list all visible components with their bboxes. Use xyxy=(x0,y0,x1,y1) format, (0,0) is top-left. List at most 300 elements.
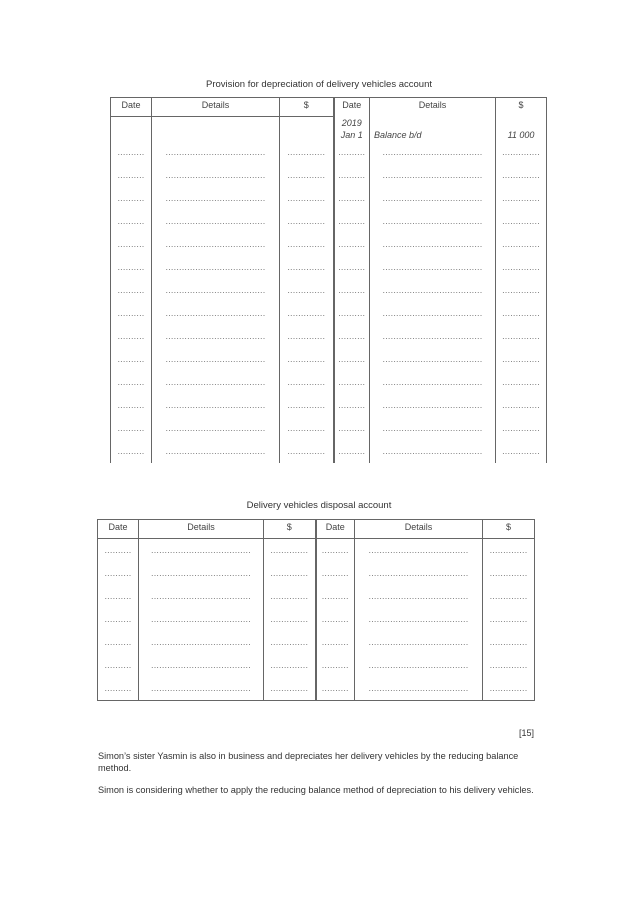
answer-line[interactable]: ..................................... xyxy=(151,660,251,670)
answer-line[interactable]: .......... xyxy=(338,331,366,341)
answer-line[interactable]: ..................................... xyxy=(382,446,483,456)
debit-details-cell[interactable] xyxy=(152,325,280,348)
credit-amount-cell[interactable] xyxy=(483,608,535,631)
credit-date-cell[interactable] xyxy=(334,164,370,187)
answer-line[interactable]: .............. xyxy=(287,193,326,203)
answer-line[interactable]: .............. xyxy=(270,614,309,624)
answer-line[interactable]: .......... xyxy=(117,134,145,141)
answer-line[interactable]: .......... xyxy=(338,377,366,387)
disposal-header-amount-credit: $ xyxy=(483,520,535,539)
debit-amount-cell[interactable] xyxy=(280,256,334,279)
credit-amount-cell[interactable] xyxy=(496,302,547,325)
header-date-debit: Date xyxy=(111,98,152,117)
ledger-row xyxy=(111,302,547,325)
ledger-row xyxy=(111,371,547,394)
header-details-credit: Details xyxy=(370,98,496,117)
answer-line[interactable]: .......... xyxy=(104,683,132,693)
answer-line[interactable]: .............. xyxy=(489,568,528,578)
credit-date-cell[interactable] xyxy=(316,562,355,585)
credit-date-cell[interactable] xyxy=(334,325,370,348)
debit-amount-cell[interactable] xyxy=(280,141,334,164)
answer-line[interactable]: .......... xyxy=(338,354,366,364)
credit-amount-cell[interactable] xyxy=(496,440,547,463)
debit-details-cell[interactable] xyxy=(139,677,264,701)
debit-details-cell[interactable] xyxy=(152,417,280,440)
debit-date-cell[interactable] xyxy=(111,233,152,256)
answer-line[interactable]: .......... xyxy=(338,308,366,318)
ledger-row xyxy=(98,677,535,701)
header-details-debit: Details xyxy=(152,98,280,117)
answer-line[interactable]: .............. xyxy=(489,637,528,647)
answer-line[interactable]: .............. xyxy=(287,400,326,410)
debit-date-cell[interactable] xyxy=(111,164,152,187)
answer-line[interactable]: ..................................... xyxy=(151,545,251,555)
debit-date-cell[interactable] xyxy=(98,631,139,654)
credit-details-cell[interactable] xyxy=(355,562,483,585)
answer-line[interactable]: ..................................... xyxy=(165,147,266,157)
provision-account-table xyxy=(110,97,547,463)
credit-details-cell[interactable] xyxy=(370,256,496,279)
answer-line[interactable]: ..................................... xyxy=(382,308,483,318)
credit-details-cell[interactable] xyxy=(355,585,483,608)
answer-line[interactable]: ..................................... xyxy=(151,683,251,693)
answer-line[interactable]: .......... xyxy=(117,354,145,364)
answer-line[interactable]: .......... xyxy=(321,568,349,578)
answer-line[interactable]: .......... xyxy=(117,377,145,387)
credit-details-cell[interactable] xyxy=(370,141,496,164)
answer-line[interactable]: .............. xyxy=(502,147,540,157)
credit-date-cell[interactable] xyxy=(334,210,370,233)
credit-date-cell[interactable] xyxy=(334,141,370,164)
answer-line[interactable]: .......... xyxy=(117,400,145,410)
debit-amount-cell[interactable] xyxy=(280,210,334,233)
credit-details-cell[interactable] xyxy=(370,279,496,302)
credit-amount-cell[interactable] xyxy=(496,279,547,302)
opening-date-cell xyxy=(334,117,370,142)
answer-line[interactable]: .............. xyxy=(502,423,540,433)
answer-line[interactable]: .......... xyxy=(338,262,366,272)
credit-amount-cell[interactable] xyxy=(496,233,547,256)
credit-date-cell[interactable] xyxy=(334,233,370,256)
debit-amount-cell[interactable] xyxy=(280,279,334,302)
ledger-row xyxy=(111,417,547,440)
answer-line[interactable]: .............. xyxy=(502,377,540,387)
answer-line[interactable]: .............. xyxy=(287,423,326,433)
answer-line[interactable]: .............. xyxy=(489,591,528,601)
answer-line[interactable]: .......... xyxy=(321,545,349,555)
debit-amount-cell[interactable] xyxy=(280,394,334,417)
credit-date-cell[interactable] xyxy=(316,677,355,701)
answer-line[interactable]: ..................................... xyxy=(368,637,469,647)
debit-amount-cell[interactable] xyxy=(280,117,334,142)
answer-line[interactable]: .......... xyxy=(117,216,145,226)
debit-amount-cell[interactable] xyxy=(280,325,334,348)
answer-line[interactable]: .............. xyxy=(287,262,326,272)
answer-line[interactable]: .............. xyxy=(270,591,309,601)
debit-date-cell[interactable] xyxy=(111,141,152,164)
opening-details-cell xyxy=(370,117,496,142)
header-amount-credit: $ xyxy=(518,100,524,110)
answer-line[interactable]: .............. xyxy=(270,545,309,555)
answer-line[interactable]: .............. xyxy=(287,446,326,456)
answer-line[interactable]: .......... xyxy=(117,308,145,318)
marks-label: [15] xyxy=(518,728,534,738)
debit-details-cell[interactable] xyxy=(152,141,280,164)
answer-line[interactable]: .............. xyxy=(489,614,528,624)
debit-date-cell[interactable] xyxy=(98,654,139,677)
answer-line[interactable]: .......... xyxy=(104,568,132,578)
answer-line[interactable]: .............. xyxy=(502,446,540,456)
ledger-row xyxy=(111,440,547,463)
debit-date-cell[interactable] xyxy=(111,302,152,325)
answer-line[interactable]: .............. xyxy=(287,308,326,318)
answer-line[interactable]: ..................................... xyxy=(382,400,483,410)
credit-details-cell[interactable] xyxy=(370,187,496,210)
answer-line[interactable]: .......... xyxy=(338,193,366,203)
debit-amount-cell[interactable] xyxy=(280,417,334,440)
credit-details-cell[interactable] xyxy=(370,371,496,394)
credit-amount-cell[interactable] xyxy=(496,256,547,279)
credit-amount-cell[interactable] xyxy=(496,394,547,417)
answer-line[interactable]: ..................................... xyxy=(382,262,483,272)
answer-line[interactable]: ..................................... xyxy=(165,423,266,433)
credit-amount-cell[interactable] xyxy=(496,164,547,187)
answer-line[interactable]: ..................................... xyxy=(165,377,266,387)
credit-amount-cell[interactable] xyxy=(496,141,547,164)
credit-details-cell[interactable] xyxy=(370,394,496,417)
answer-line[interactable]: .......... xyxy=(117,239,145,249)
answer-line[interactable]: ..................................... xyxy=(165,400,266,410)
header-date-credit-label: Date xyxy=(342,100,362,110)
credit-date-cell[interactable] xyxy=(334,394,370,417)
debit-details-cell[interactable] xyxy=(152,440,280,463)
ledger-row xyxy=(98,608,535,631)
debit-details-cell[interactable] xyxy=(152,279,280,302)
credit-details-cell[interactable] xyxy=(355,608,483,631)
answer-line[interactable]: .......... xyxy=(321,637,349,647)
answer-line[interactable]: .............. xyxy=(502,239,540,249)
answer-line[interactable]: ..................................... xyxy=(382,147,483,157)
debit-details-cell[interactable] xyxy=(139,562,264,585)
credit-amount-cell[interactable] xyxy=(483,631,535,654)
answer-line[interactable]: ..................................... xyxy=(368,614,469,624)
answer-line[interactable]: .......... xyxy=(117,446,145,456)
debit-details-cell[interactable] xyxy=(152,233,280,256)
answer-line[interactable]: .......... xyxy=(338,170,366,180)
credit-amount-cell[interactable] xyxy=(496,210,547,233)
answer-line[interactable]: .............. xyxy=(502,193,540,203)
credit-details-cell[interactable] xyxy=(355,677,483,701)
answer-line[interactable]: .............. xyxy=(270,660,309,670)
credit-date-cell[interactable] xyxy=(316,585,355,608)
opening-day: Jan 1 xyxy=(340,129,363,140)
answer-line[interactable]: .............. xyxy=(489,545,528,555)
answer-line[interactable]: ..................................... xyxy=(165,285,266,295)
credit-amount-cell[interactable] xyxy=(483,654,535,677)
debit-date-cell[interactable] xyxy=(98,562,139,585)
debit-date-cell[interactable] xyxy=(111,371,152,394)
ledger-row xyxy=(111,210,547,233)
credit-amount-cell[interactable] xyxy=(496,348,547,371)
answer-line[interactable]: .......... xyxy=(104,591,132,601)
debit-date-cell[interactable] xyxy=(111,417,152,440)
answer-line[interactable]: .......... xyxy=(321,591,349,601)
answer-line[interactable]: ..................................... xyxy=(368,591,469,601)
answer-line[interactable]: ..................................... xyxy=(165,354,266,364)
answer-line[interactable]: .......... xyxy=(321,614,349,624)
credit-amount-cell[interactable] xyxy=(483,585,535,608)
provision-account-title: Provision for depreciation of delivery vehicles account xyxy=(205,79,432,90)
credit-date-cell[interactable] xyxy=(334,440,370,463)
debit-amount-cell[interactable] xyxy=(264,539,316,563)
credit-details-cell[interactable] xyxy=(370,302,496,325)
disposal-header-date-debit: Date xyxy=(98,520,139,539)
credit-amount-cell[interactable] xyxy=(496,187,547,210)
answer-line[interactable]: ..................................... xyxy=(382,377,483,387)
ledger-row xyxy=(111,117,547,142)
answer-line[interactable]: .............. xyxy=(287,170,326,180)
credit-date-cell[interactable] xyxy=(316,539,355,563)
answer-line[interactable]: ..................................... xyxy=(382,331,483,341)
answer-line[interactable]: ..................................... xyxy=(382,354,483,364)
credit-amount-cell[interactable] xyxy=(496,325,547,348)
disposal-header-date-credit: Date xyxy=(316,520,355,539)
ledger-row xyxy=(98,539,535,563)
credit-date-cell[interactable] xyxy=(334,348,370,371)
ledger-row xyxy=(111,348,547,371)
answer-line[interactable]: .......... xyxy=(338,216,366,226)
credit-details-cell[interactable] xyxy=(370,164,496,187)
answer-line[interactable]: .......... xyxy=(338,446,366,456)
answer-line[interactable]: ..................................... xyxy=(382,239,483,249)
answer-line[interactable]: .............. xyxy=(287,134,326,141)
answer-line[interactable]: .............. xyxy=(489,660,528,670)
debit-date-cell[interactable] xyxy=(111,256,152,279)
debit-amount-cell[interactable] xyxy=(264,562,316,585)
debit-amount-cell[interactable] xyxy=(264,631,316,654)
answer-line[interactable]: .......... xyxy=(104,545,132,555)
debit-date-cell[interactable] xyxy=(111,210,152,233)
header-date-credit xyxy=(334,98,370,117)
answer-line[interactable]: ..................................... xyxy=(165,446,266,456)
answer-line[interactable]: .............. xyxy=(502,400,540,410)
answer-line[interactable]: .............. xyxy=(502,170,540,180)
debit-amount-cell[interactable] xyxy=(264,654,316,677)
answer-line[interactable]: .......... xyxy=(338,423,366,433)
credit-details-cell[interactable] xyxy=(370,440,496,463)
answer-line[interactable]: .............. xyxy=(287,239,326,249)
debit-amount-cell[interactable] xyxy=(280,440,334,463)
debit-details-cell[interactable] xyxy=(139,608,264,631)
debit-details-cell[interactable] xyxy=(139,539,264,563)
credit-details-cell[interactable] xyxy=(370,233,496,256)
debit-details-cell[interactable] xyxy=(139,585,264,608)
answer-line[interactable]: .............. xyxy=(270,637,309,647)
credit-details-cell[interactable] xyxy=(370,417,496,440)
credit-date-cell[interactable] xyxy=(334,279,370,302)
answer-line[interactable]: .......... xyxy=(117,147,145,157)
credit-details-cell[interactable] xyxy=(355,654,483,677)
credit-date-cell[interactable] xyxy=(334,187,370,210)
debit-amount-cell[interactable] xyxy=(280,233,334,256)
opening-year: 2019 xyxy=(341,117,362,128)
answer-line[interactable]: ..................................... xyxy=(165,239,266,249)
credit-details-cell[interactable] xyxy=(370,325,496,348)
debit-date-cell[interactable] xyxy=(98,585,139,608)
answer-line[interactable]: .......... xyxy=(117,170,145,180)
debit-details-cell[interactable] xyxy=(152,302,280,325)
answer-line[interactable]: ..................................... xyxy=(151,637,251,647)
answer-line[interactable]: .............. xyxy=(502,262,540,272)
debit-amount-cell[interactable] xyxy=(280,302,334,325)
answer-line[interactable]: ..................................... xyxy=(165,216,266,226)
debit-amount-cell[interactable] xyxy=(264,677,316,701)
answer-line[interactable]: .......... xyxy=(338,400,366,410)
debit-date-cell[interactable] xyxy=(111,348,152,371)
ledger-row xyxy=(98,654,535,677)
credit-date-cell[interactable] xyxy=(334,417,370,440)
opening-details: Balance b/d xyxy=(374,129,422,140)
debit-date-cell[interactable] xyxy=(111,187,152,210)
answer-line[interactable]: ..................................... xyxy=(382,285,483,295)
answer-line[interactable]: ..................................... xyxy=(165,134,266,141)
answer-line[interactable]: .......... xyxy=(338,147,366,157)
answer-line[interactable]: .......... xyxy=(117,285,145,295)
credit-amount-cell[interactable] xyxy=(496,371,547,394)
debit-amount-cell[interactable] xyxy=(280,187,334,210)
answer-line[interactable]: .............. xyxy=(502,285,540,295)
answer-line[interactable]: .............. xyxy=(502,216,540,226)
credit-details-cell[interactable] xyxy=(355,631,483,654)
disposal-account-table xyxy=(97,519,535,701)
debit-details-cell[interactable] xyxy=(152,348,280,371)
paragraph-simon: Simon is considering whether to apply the reducing balance method of depreciation to his delivery vehicles. xyxy=(98,785,534,795)
debit-date-cell[interactable] xyxy=(111,117,152,142)
answer-line[interactable]: .......... xyxy=(104,660,132,670)
credit-details-cell[interactable] xyxy=(370,210,496,233)
answer-line[interactable]: .............. xyxy=(502,331,540,341)
debit-amount-cell[interactable] xyxy=(264,585,316,608)
answer-line[interactable]: .......... xyxy=(338,239,366,249)
debit-amount-cell[interactable] xyxy=(280,164,334,187)
credit-date-cell[interactable] xyxy=(334,371,370,394)
answer-line[interactable]: ..................................... xyxy=(368,683,469,693)
answer-line[interactable]: ..................................... xyxy=(382,216,483,226)
credit-date-cell[interactable] xyxy=(316,608,355,631)
ledger-row xyxy=(98,585,535,608)
debit-details-cell[interactable] xyxy=(152,187,280,210)
answer-line[interactable]: .............. xyxy=(502,354,540,364)
credit-date-cell[interactable] xyxy=(334,256,370,279)
paragraph-yasmin: Simon’s sister Yasmin is also in business and depreciates her delivery vehicles by the reducing balance method. xyxy=(98,751,519,773)
debit-details-cell[interactable] xyxy=(139,654,264,677)
debit-details-cell[interactable] xyxy=(152,256,280,279)
debit-date-cell[interactable] xyxy=(111,325,152,348)
opening-amount: 11 000 xyxy=(507,129,535,140)
debit-date-cell[interactable] xyxy=(111,279,152,302)
debit-date-cell[interactable] xyxy=(111,440,152,463)
credit-details-cell[interactable] xyxy=(370,348,496,371)
credit-amount-cell[interactable] xyxy=(483,562,535,585)
answer-line[interactable]: .......... xyxy=(117,423,145,433)
debit-amount-cell[interactable] xyxy=(280,348,334,371)
credit-details-cell[interactable] xyxy=(355,539,483,563)
answer-line[interactable]: ..................................... xyxy=(382,193,483,203)
answer-line[interactable]: .............. xyxy=(287,285,326,295)
disposal-header-amount-debit: $ xyxy=(264,520,316,539)
debit-details-cell[interactable] xyxy=(139,631,264,654)
answer-line[interactable]: .............. xyxy=(287,216,326,226)
debit-details-cell[interactable] xyxy=(152,210,280,233)
answer-line[interactable]: .......... xyxy=(338,285,366,295)
debit-amount-cell[interactable] xyxy=(264,608,316,631)
answer-line[interactable]: .......... xyxy=(117,193,145,203)
credit-amount-cell[interactable] xyxy=(483,677,535,701)
ledger-row xyxy=(111,233,547,256)
debit-date-cell[interactable] xyxy=(111,394,152,417)
credit-date-cell[interactable] xyxy=(334,302,370,325)
answer-line[interactable]: ..................................... xyxy=(151,568,251,578)
credit-date-cell[interactable] xyxy=(316,654,355,677)
credit-amount-cell[interactable] xyxy=(483,539,535,563)
debit-date-cell[interactable] xyxy=(98,677,139,701)
ledger-row xyxy=(111,325,547,348)
answer-line[interactable]: .............. xyxy=(502,308,540,318)
credit-date-cell[interactable] xyxy=(316,631,355,654)
debit-date-cell[interactable] xyxy=(98,539,139,563)
ledger-row xyxy=(111,164,547,187)
answer-line[interactable]: ..................................... xyxy=(151,614,251,624)
answer-line[interactable]: ..................................... xyxy=(382,170,483,180)
answer-line[interactable]: .............. xyxy=(287,354,326,364)
ledger-row xyxy=(111,279,547,302)
answer-line[interactable]: .............. xyxy=(287,147,326,157)
answer-line[interactable]: ..................................... xyxy=(368,568,469,578)
answer-line[interactable]: .......... xyxy=(104,637,132,647)
answer-line[interactable]: .............. xyxy=(287,331,326,341)
debit-details-cell[interactable] xyxy=(152,164,280,187)
answer-line[interactable]: .............. xyxy=(287,377,326,387)
answer-line[interactable]: .......... xyxy=(321,660,349,670)
answer-line[interactable]: .............. xyxy=(489,683,528,693)
answer-line[interactable]: .......... xyxy=(117,262,145,272)
answer-line[interactable]: ..................................... xyxy=(368,545,469,555)
answer-line[interactable]: ..................................... xyxy=(165,193,266,203)
answer-line[interactable]: ..................................... xyxy=(382,423,483,433)
answer-line[interactable]: .......... xyxy=(104,614,132,624)
disposal-header-details-debit: Details xyxy=(139,520,264,539)
ledger-row xyxy=(98,631,535,654)
answer-line[interactable]: .......... xyxy=(321,683,349,693)
answer-line[interactable]: ..................................... xyxy=(165,262,266,272)
answer-line[interactable]: ..................................... xyxy=(165,170,266,180)
answer-line[interactable]: .......... xyxy=(117,331,145,341)
answer-line[interactable]: ..................................... xyxy=(165,308,266,318)
header-amount-debit: $ xyxy=(280,98,334,117)
answer-line[interactable]: .............. xyxy=(270,568,309,578)
answer-line[interactable]: .............. xyxy=(270,683,309,693)
answer-line[interactable]: ..................................... xyxy=(368,660,469,670)
answer-line[interactable]: ..................................... xyxy=(165,331,266,341)
answer-line[interactable]: ..................................... xyxy=(151,591,251,601)
debit-details-cell[interactable] xyxy=(152,371,280,394)
debit-details-cell[interactable] xyxy=(152,394,280,417)
debit-date-cell[interactable] xyxy=(98,608,139,631)
ledger-row xyxy=(111,394,547,417)
credit-amount-cell[interactable] xyxy=(496,417,547,440)
debit-details-cell[interactable] xyxy=(152,117,280,142)
debit-amount-cell[interactable] xyxy=(280,371,334,394)
